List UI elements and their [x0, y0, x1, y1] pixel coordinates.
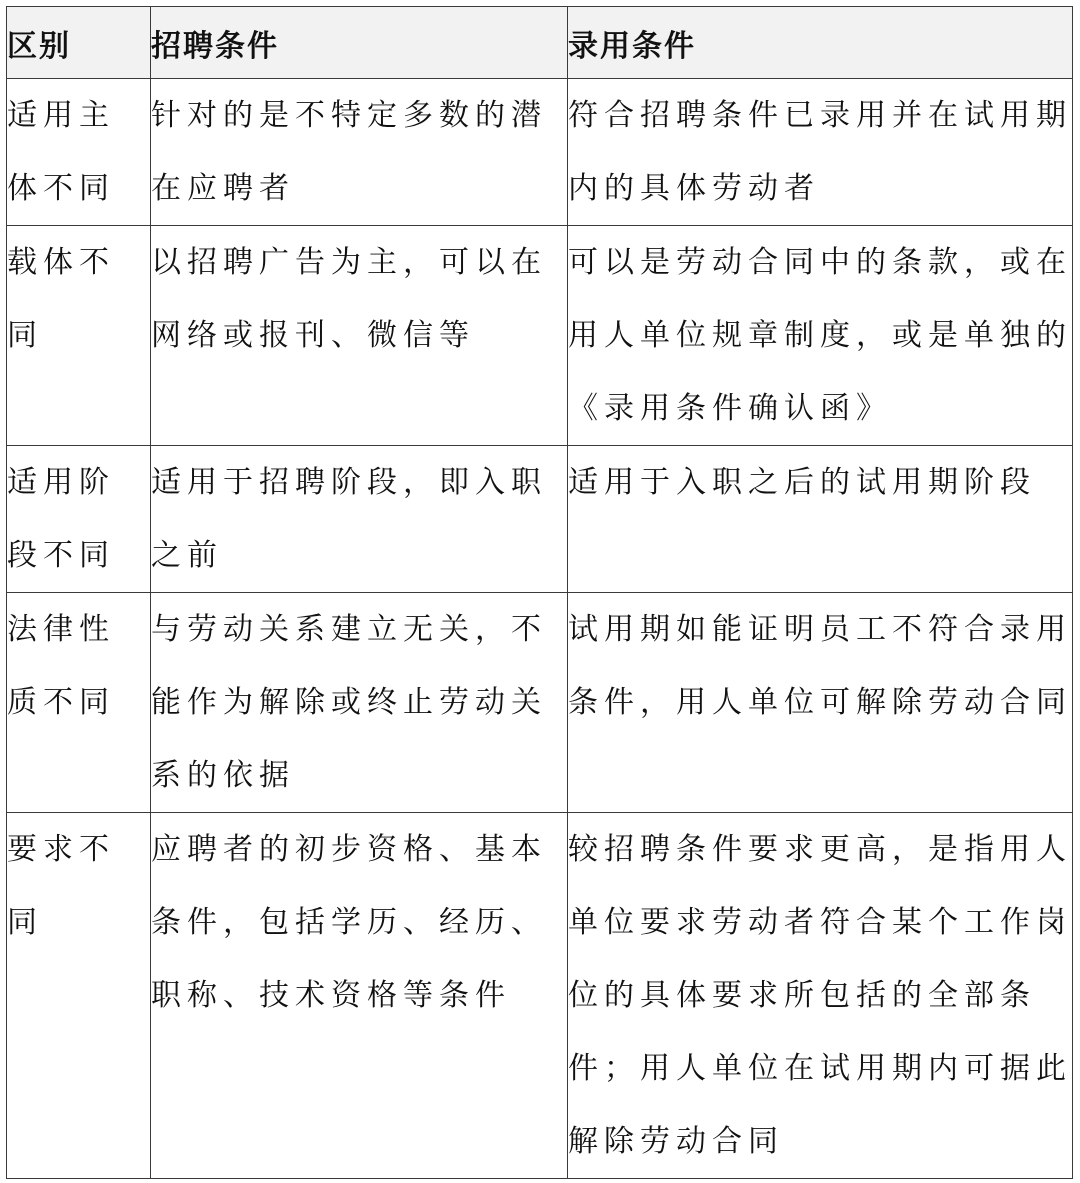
row-employment: 较招聘条件要求更高，是指用人单位要求劳动者符合某个工作岗位的具体要求所包括的全部条件；用人单位在试用期内可据此解除劳动合同	[568, 813, 1073, 1179]
table-row	[7, 79, 1073, 226]
row-employment: 可以是劳动合同中的条款，或在用人单位规章制度，或是单独的《录用条件确认函》	[568, 226, 1073, 446]
comparison-table	[6, 6, 1073, 1179]
row-employment: 适用于入职之后的试用期阶段	[568, 446, 1073, 593]
row-category: 法律性质不同	[7, 593, 151, 813]
row-recruitment: 适用于招聘阶段，即入职之前	[151, 446, 568, 593]
row-category: 要求不同	[7, 813, 151, 1179]
header-employment-conditions: 录用条件	[568, 7, 1073, 79]
row-category: 适用阶段不同	[7, 446, 151, 593]
table-header	[7, 7, 1073, 79]
row-employment: 试用期如能证明员工不符合录用条件，用人单位可解除劳动合同	[568, 593, 1073, 813]
row-category: 适用主体不同	[7, 79, 151, 226]
header-row	[7, 7, 1073, 79]
table-row	[7, 226, 1073, 446]
header-difference: 区别	[7, 7, 151, 79]
row-recruitment: 以招聘广告为主，可以在网络或报刊、微信等	[151, 226, 568, 446]
row-recruitment: 针对的是不特定多数的潜在应聘者	[151, 79, 568, 226]
row-employment: 符合招聘条件已录用并在试用期内的具体劳动者	[568, 79, 1073, 226]
row-category: 载体不同	[7, 226, 151, 446]
table-row	[7, 446, 1073, 593]
table-row	[7, 813, 1073, 1179]
table-body	[7, 79, 1073, 1179]
row-recruitment: 与劳动关系建立无关，不能作为解除或终止劳动关系的依据	[151, 593, 568, 813]
row-recruitment: 应聘者的初步资格、基本条件，包括学历、经历、职称、技术资格等条件	[151, 813, 568, 1179]
header-recruitment-conditions: 招聘条件	[151, 7, 568, 79]
table-row	[7, 593, 1073, 813]
